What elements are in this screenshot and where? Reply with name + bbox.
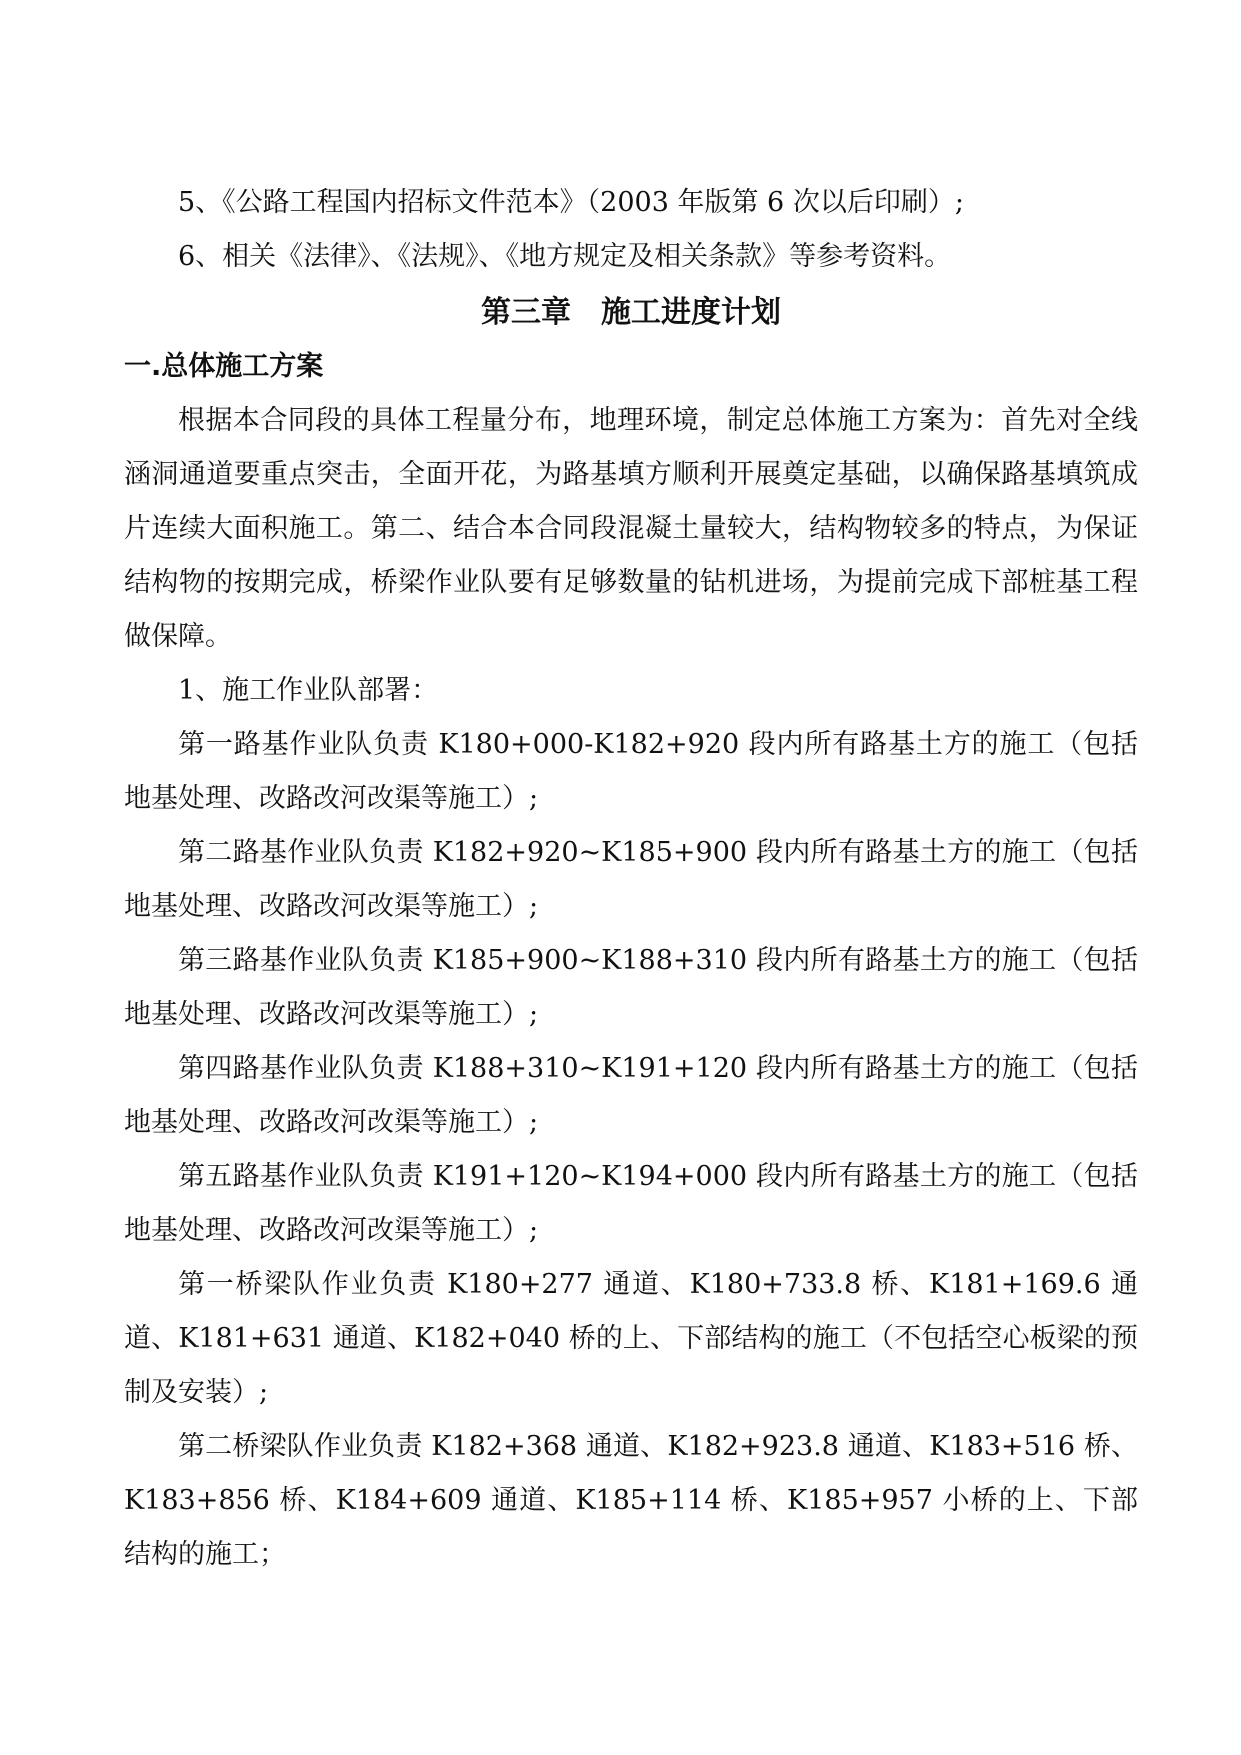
reference-item-5: 5、《公路工程国内招标文件范本》（2003 年版第 6 次以后印刷）; [178,187,964,218]
bridge-team-paragraph-1: 第一桥梁队作业负责 K180+277 通道、K180+733.8 桥、K181+169.6 通道、K181+631 通道、K182+040 桥的上、下部结构的施工（不包括空心板梁的预制及安装）; [124,1269,1138,1408]
team-paragraph-1: 第一路基作业队负责 K180+000-K182+920 段内所有路基土方的施工（包括地基处理、改路改河改渠等施工）; [124,729,1138,814]
team-paragraph-2: 第二路基作业队负责 K182+920~K185+900 段内所有路基土方的施工（包括地基处理、改路改河改渠等施工）; [124,837,1138,922]
bridge-team-paragraph-2: 第二桥梁队作业负责 K182+368 通道、K182+923.8 通道、K183+516 桥、K183+856 桥、K184+609 通道、K185+114 桥、K185+957 小桥的上、下部结构的施工； [124,1431,1138,1570]
document-page [124,176,1138,1582]
team-paragraph-4: 第四路基作业队负责 K188+310~K191+120 段内所有路基土方的施工（包括地基处理、改路改河改渠等施工）; [124,1053,1138,1138]
subheading-team-deployment: 1、施工作业队部署： [178,675,439,706]
chapter-title: 第三章 施工进度计划 [481,295,781,330]
team-paragraph-3: 第三路基作业队负责 K185+900~K188+310 段内所有路基土方的施工（包括地基处理、改路改河改渠等施工）; [124,945,1138,1030]
team-paragraph-5: 第五路基作业队负责 K191+120~K194+000 段内所有路基土方的施工（包括地基处理、改路改河改渠等施工）; [124,1161,1138,1246]
section-title: 一.总体施工方案 [124,351,324,382]
reference-item-6: 6、相关《法律》、《法规》、《地方规定及相关条款》等参考资料。 [178,241,952,272]
intro-paragraph: 根据本合同段的具体工程量分布，地理环境，制定总体施工方案为：首先对全线涵洞通道要重点突击，全面开花，为路基填方顺利开展奠定基础，以确保路基填筑成片连续大面积施工。第二、结合本合同段混凝土量较大，结构物较多的特点，为保证结构物的按期完成，桥梁作业队要有足够数量的钻机进场，为提前完成下部桩基工程做保障。 [124,405,1138,652]
